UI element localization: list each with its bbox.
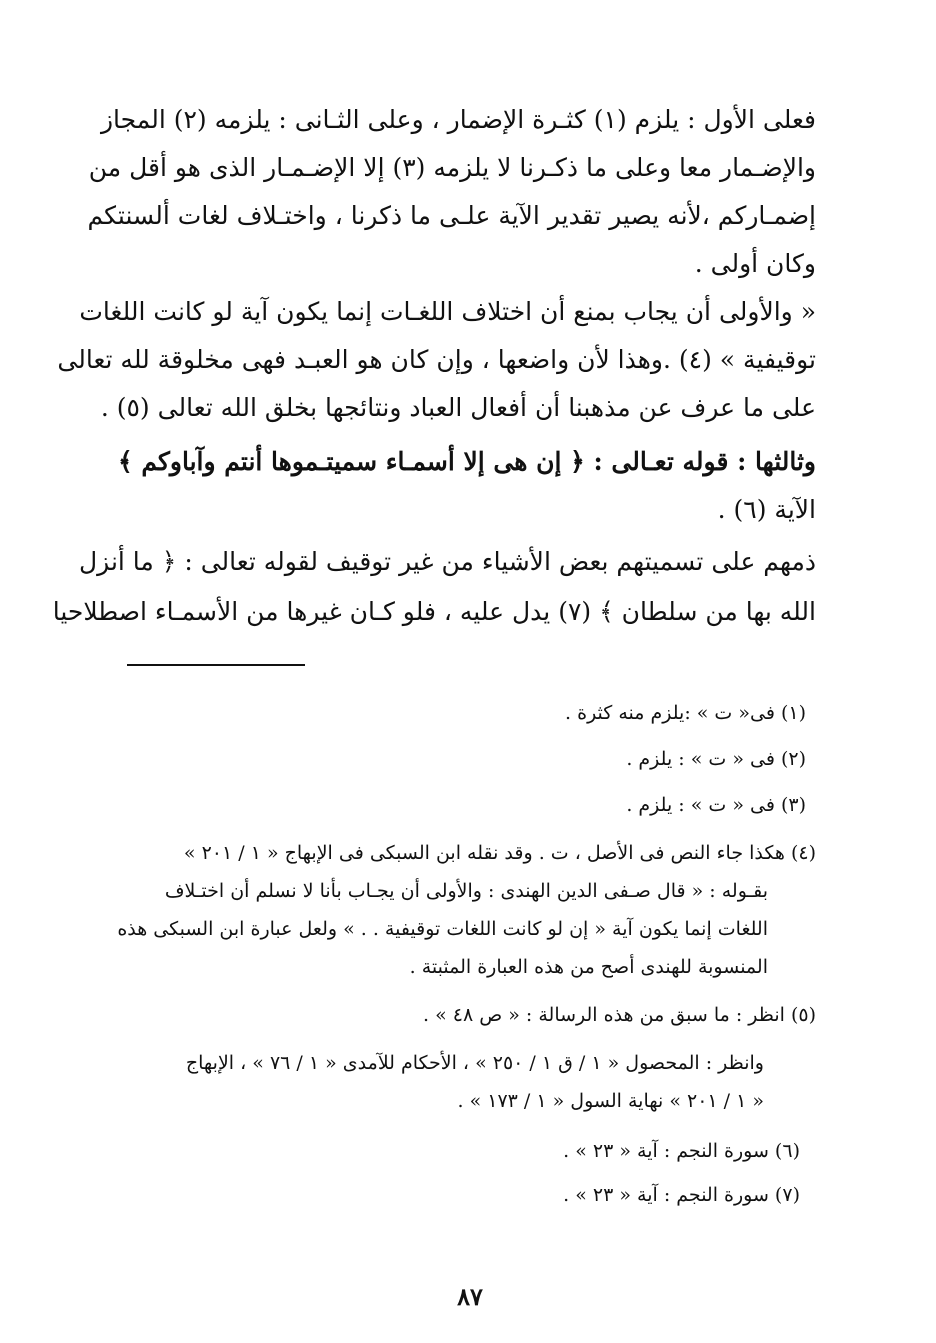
main-line: والإضـمار معا وعلى ما ذكـرنا لا يلزمه (٣) إلا الإضـمـار الذى هو أقل من xyxy=(88,153,816,182)
footnote-continuation: اللغات إنما يكون آية « إن لو كانت اللغات توقيفية . . » ولعل عبارة ابن السبكى هذه xyxy=(117,918,768,940)
footnote: (٤) هكذا جاء النص فى الأصل ، ت . وقد نقله ابن السبكى فى الإبهاج « ١ / ٢٠١ » xyxy=(183,842,816,864)
main-line: الآية (٦) . xyxy=(717,495,816,524)
footnote: (٣) فى « ت » : يلزم . xyxy=(626,794,806,816)
footnote: (٥) انظر : ما سبق من هذه الرسالة : « ص ٤٨ » . xyxy=(423,1004,816,1026)
footnote-continuation: بقـوله : « قال صـفى الدين الهندى : والأولى أن يجـاب بأنا لا نسلم أن اختـلاف xyxy=(164,880,768,902)
footnote-separator xyxy=(127,664,305,666)
main-line: إضمـاركم ،لأنه يصير تقدير الآية علـى ما ذكرنا ، واختـلاف لغات ألسنتكم xyxy=(87,201,816,230)
main-line: توقيفية » (٤) .وهذا لأن واضعها ، وإن كان هو العبـد فهى مخلوقة لله تعالى xyxy=(57,345,816,374)
main-line: على ما عرف عن مذهبنا أن أفعال العباد ونتائجها بخلق الله تعالى (٥) . xyxy=(100,393,816,422)
footnote-continuation: « ١ / ٢٠١ » نهاية السول « ١ / ١٧٣ » . xyxy=(457,1090,764,1112)
main-line: فعلى الأول : يلزم (١) كثـرة الإضمار ، وعلى الثـانى : يلزمه (٢) المجاز xyxy=(100,105,816,134)
main-line: « والأولى أن يجاب بمنع أن اختلاف اللغـات إنما يكون آية لو كانت اللغات xyxy=(79,297,816,326)
footnote-continuation: وانظر : المحصول « ١ / ق ١ / ٢٥٠ » ، الأحكام للآمدى « ١ / ٧٦ » ، الإبهاج xyxy=(185,1052,764,1074)
footnote: (٢) فى « ت » : يلزم . xyxy=(626,748,806,770)
footnote-continuation: المنسوبة للهندى أصح من هذه العبارة المثبتة . xyxy=(409,956,768,978)
page-number: ٨٧ xyxy=(457,1282,483,1311)
main-line: وثالثها : قوله تعـالى : ﴿ إن هى إلا أسمـاء سميتـموها أنتم وآباوكم ﴾ xyxy=(118,447,816,476)
footnote: (١) فى« ت » :يلزم منه كثرة . xyxy=(565,702,806,724)
main-line: ذمهم على تسميتهم بعض الأشياء من غير توقيف لقوله تعالى : ﴿ ما أنزل xyxy=(78,547,816,576)
footnote: (٧) سورة النجم : آية « ٢٣ » . xyxy=(563,1184,800,1206)
main-line: وكان أولى . xyxy=(694,249,816,278)
main-line: الله بها من سلطان ﴾ (٧) يدل عليه ، فلو كـان غيرها من الأسمـاء اصطلاحيا xyxy=(52,597,816,626)
footnote: (٦) سورة النجم : آية « ٢٣ » . xyxy=(563,1140,800,1162)
